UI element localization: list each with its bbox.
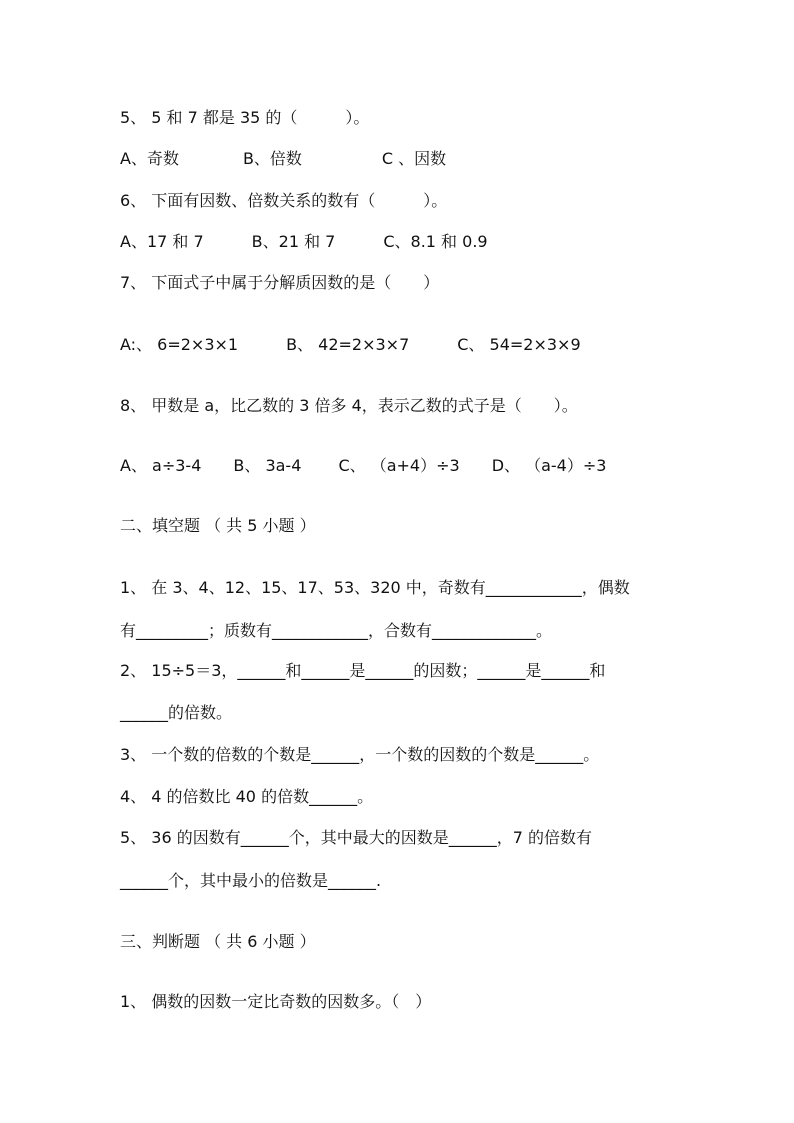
question-8-options: A、 a÷3-4 B、 3a-4 C、 （a+4）÷3 D、 （a-4）÷3 [120,456,607,475]
question-7-options: A:、 6=2×3×1 B、 42=2×3×7 C、 54=2×3×9 [120,335,581,354]
section-fill-blank-heading: 二、填空题 （ 共 5 小题 ） [120,516,316,535]
fill-question-5-cont: ______个，其中最小的倍数是______. [120,871,382,890]
question-5: 5、 5 和 7 都是 35 的（ ）。 [120,108,370,127]
question-7: 7、 下面式子中属于分解质因数的是（ ） [120,273,440,292]
question-8: 8、 甲数是 a，比乙数的 3 倍多 4，表示乙数的式子是（ ）。 [120,396,578,415]
question-6-options: A、17 和 7 B、21 和 7 C、8.1 和 0.9 [120,232,488,251]
fill-question-1: 1、 在 3、4、12、15、17、53、320 中，奇数有____________，偶数 [120,578,630,597]
question-6: 6、 下面有因数、倍数关系的数有（ ）。 [120,191,448,210]
fill-question-4: 4、 4 的倍数比 40 的倍数______。 [120,787,374,806]
judge-question-1: 1、 偶数的因数一定比奇数的因数多。（ ） [120,992,432,1011]
fill-question-2: 2、 15÷5＝3，______和______是______的因数；______是______和 [120,661,606,680]
fill-question-2-cont: ______的倍数。 [120,703,233,722]
fill-question-1-cont: 有_________；质数有____________，合数有_____________。 [120,621,553,640]
fill-question-3: 3、 一个数的倍数的个数是______，一个数的因数的个数是______。 [120,745,600,764]
fill-question-5: 5、 36 的因数有______个，其中最大的因数是______，7 的倍数有 [120,828,592,847]
section-true-false-heading: 三、判断题 （ 共 6 小题 ） [120,932,316,951]
question-5-options: A、奇数 B、倍数 C 、因数 [120,149,447,168]
